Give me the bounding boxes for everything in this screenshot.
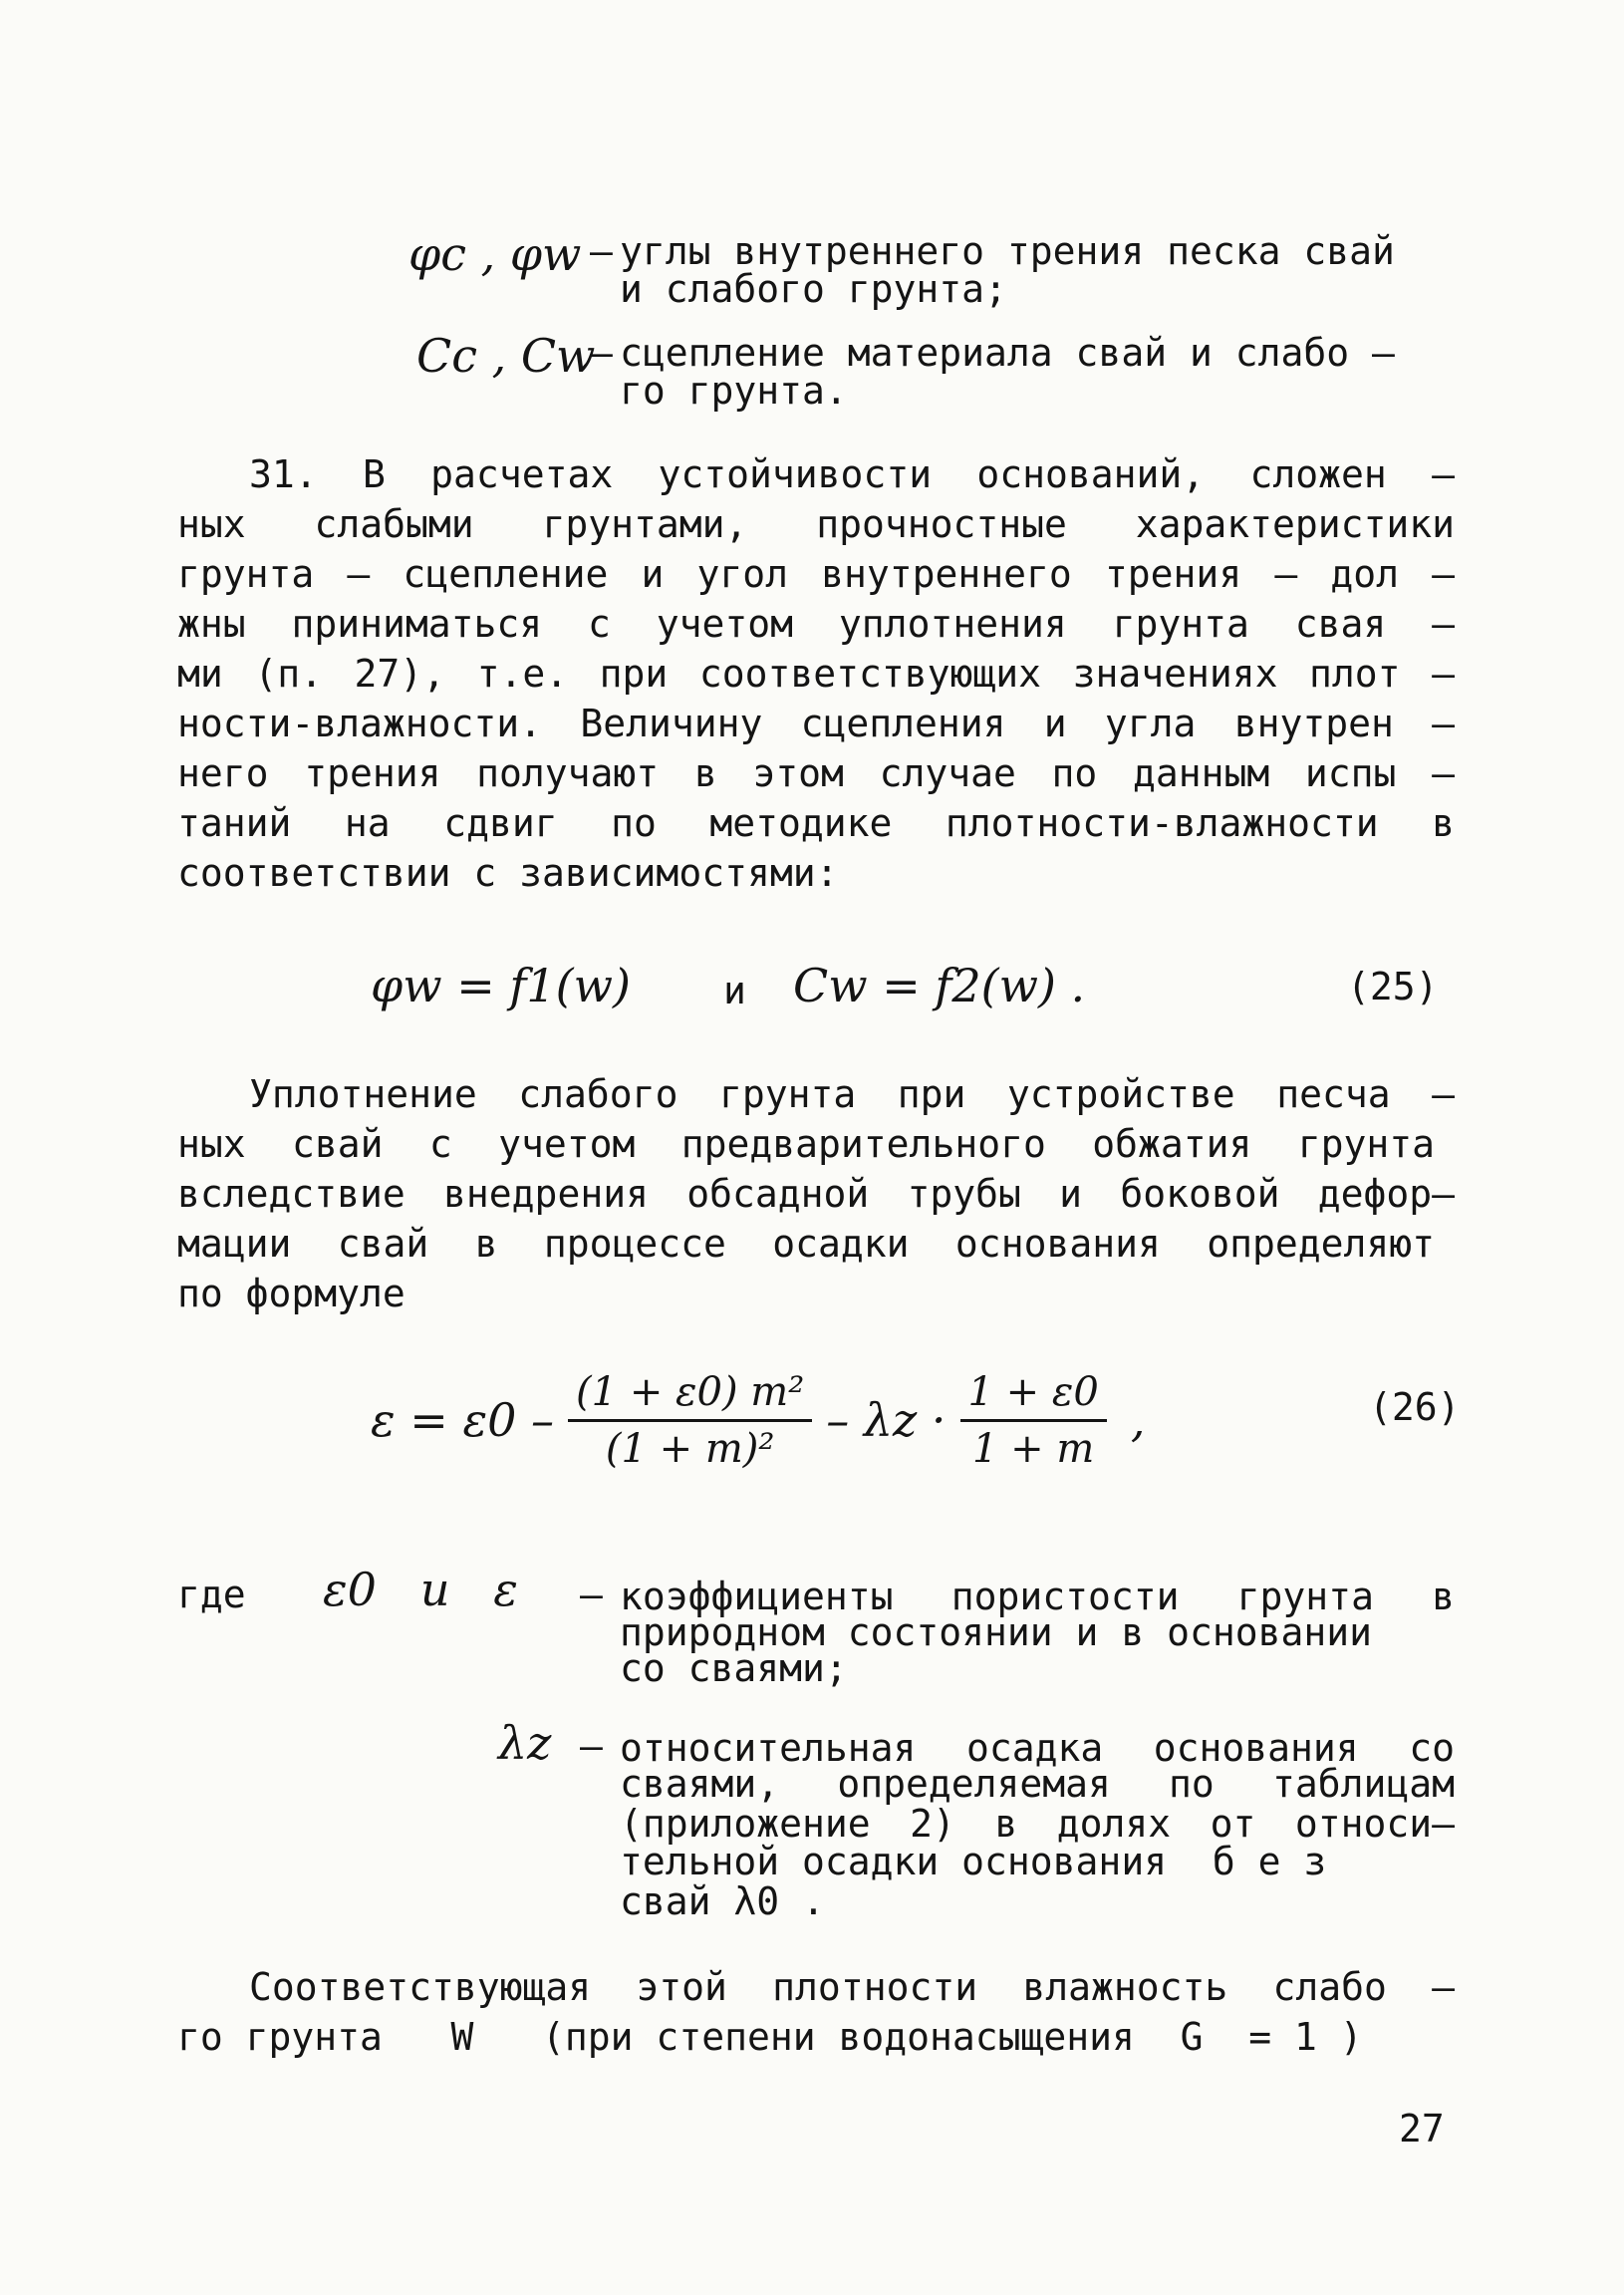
formula-26-tail: , bbox=[1130, 1393, 1146, 1447]
closing-line-2: го грунта W (при степени водонасыщения G = 1 ) bbox=[177, 2015, 1363, 2059]
definition-cohesion-line-1: сцепление материала свай и слабо – bbox=[620, 331, 1395, 375]
formula-25-conjunction: и bbox=[723, 969, 746, 1012]
paragraph-31-line-5: ми (п. 27), т.е. при соответствующих значениях плот – bbox=[177, 652, 1455, 696]
compaction-line-5: по формуле bbox=[177, 1272, 406, 1315]
compaction-line-4: мации свай в процессе осадки основания определяют bbox=[177, 1222, 1435, 1266]
formula-26 bbox=[371, 1345, 1145, 1495]
formula-26-fraction-1 bbox=[568, 1369, 812, 1472]
definition-dash: – bbox=[580, 1573, 603, 1616]
paragraph-31-line-4: жны приниматься с учетом уплотнения грунта свая – bbox=[177, 602, 1455, 646]
where-def2-line-1: относительная осадка основания со bbox=[620, 1726, 1455, 1770]
formula-26-middle: – λz · bbox=[826, 1393, 947, 1447]
definition-dash: – bbox=[590, 229, 613, 273]
fraction-bar bbox=[568, 1419, 812, 1422]
where-symbols-epsilon: ε0 и ε bbox=[323, 1563, 518, 1616]
where-def2-line-2: сваями, определяемая по таблицам bbox=[620, 1762, 1455, 1806]
where-word: где bbox=[177, 1573, 246, 1616]
closing-line-1: Соответствующая этой плотности влажность слабо – bbox=[249, 1965, 1455, 2009]
where-def1-line-3: со сваями; bbox=[620, 1646, 848, 1690]
formula-26-fraction-1-numerator: (1 + ε0) m² bbox=[576, 1368, 805, 1415]
compaction-line-2: ных свай с учетом предварительного обжатия грунта bbox=[177, 1122, 1435, 1166]
where-def2-line-4: тельной осадки основания б е з bbox=[620, 1840, 1327, 1883]
fraction-bar bbox=[960, 1419, 1107, 1422]
formula-26-fraction-2-denominator: 1 + m bbox=[972, 1425, 1095, 1472]
formula-25-right: Cw = f2(w) . bbox=[793, 959, 1086, 1012]
formula-26-fraction-2-numerator: 1 + ε0 bbox=[967, 1368, 1099, 1415]
where-def2-line-3: (приложение 2) в долях от относи– bbox=[620, 1802, 1455, 1846]
page-number: 27 bbox=[1399, 2107, 1445, 2151]
paragraph-31-line-2: ных слабыми грунтами, прочностные характеристики bbox=[177, 502, 1455, 546]
paragraph-31-line-6: ности-влажности. Величину сцепления и угла внутрен – bbox=[177, 702, 1455, 745]
where-symbol-lambda-z: λz bbox=[498, 1716, 552, 1770]
formula-26-fraction-2 bbox=[960, 1369, 1107, 1472]
where-def1-line-1: коэффициенты пористости грунта в bbox=[620, 1575, 1455, 1618]
paragraph-31-line-7: него трения получают в этом случае по данным испы – bbox=[177, 751, 1455, 795]
symbol-phi-c-phi-w: φc , φw bbox=[408, 227, 582, 281]
where-def2-line-5: свай λ0 . bbox=[620, 1879, 825, 1923]
definition-cohesion-line-2: го грунта. bbox=[620, 369, 848, 413]
definition-dash: – bbox=[590, 331, 613, 375]
where-def1-line-2: природном состоянии и в основании bbox=[620, 1610, 1372, 1654]
definition-dash: – bbox=[580, 1724, 603, 1768]
compaction-line-3: вследствие внедрения обсадной трубы и боковой дефор– bbox=[177, 1172, 1455, 1216]
formula-26-number: (26) bbox=[1369, 1385, 1461, 1429]
compaction-line-1: Уплотнение слабого грунта при устройстве песча – bbox=[249, 1072, 1455, 1116]
paragraph-31-line-8: таний на сдвиг по методике плотности-влажности в bbox=[177, 801, 1455, 845]
formula-25-left: φw = f1(w) bbox=[371, 959, 631, 1012]
definition-friction-line-1: углы внутреннего трения песка свай bbox=[620, 229, 1395, 273]
definition-friction-line-2: и слабого грунта; bbox=[620, 267, 1007, 311]
paragraph-31-line-1: 31. В расчетах устойчивости оснований, сложен – bbox=[249, 452, 1455, 496]
formula-26-lhs: ε = ε0 – bbox=[371, 1393, 555, 1447]
symbol-c-c-c-w: Cc , Cw bbox=[416, 329, 596, 383]
paragraph-31-line-3: грунта – сцепление и угол внутреннего трения – дол – bbox=[177, 552, 1455, 596]
formula-25-number: (25) bbox=[1347, 965, 1439, 1008]
paragraph-31-line-9: соответствии с зависимостями: bbox=[177, 851, 839, 895]
formula-26-fraction-1-denominator: (1 + m)² bbox=[605, 1425, 775, 1472]
